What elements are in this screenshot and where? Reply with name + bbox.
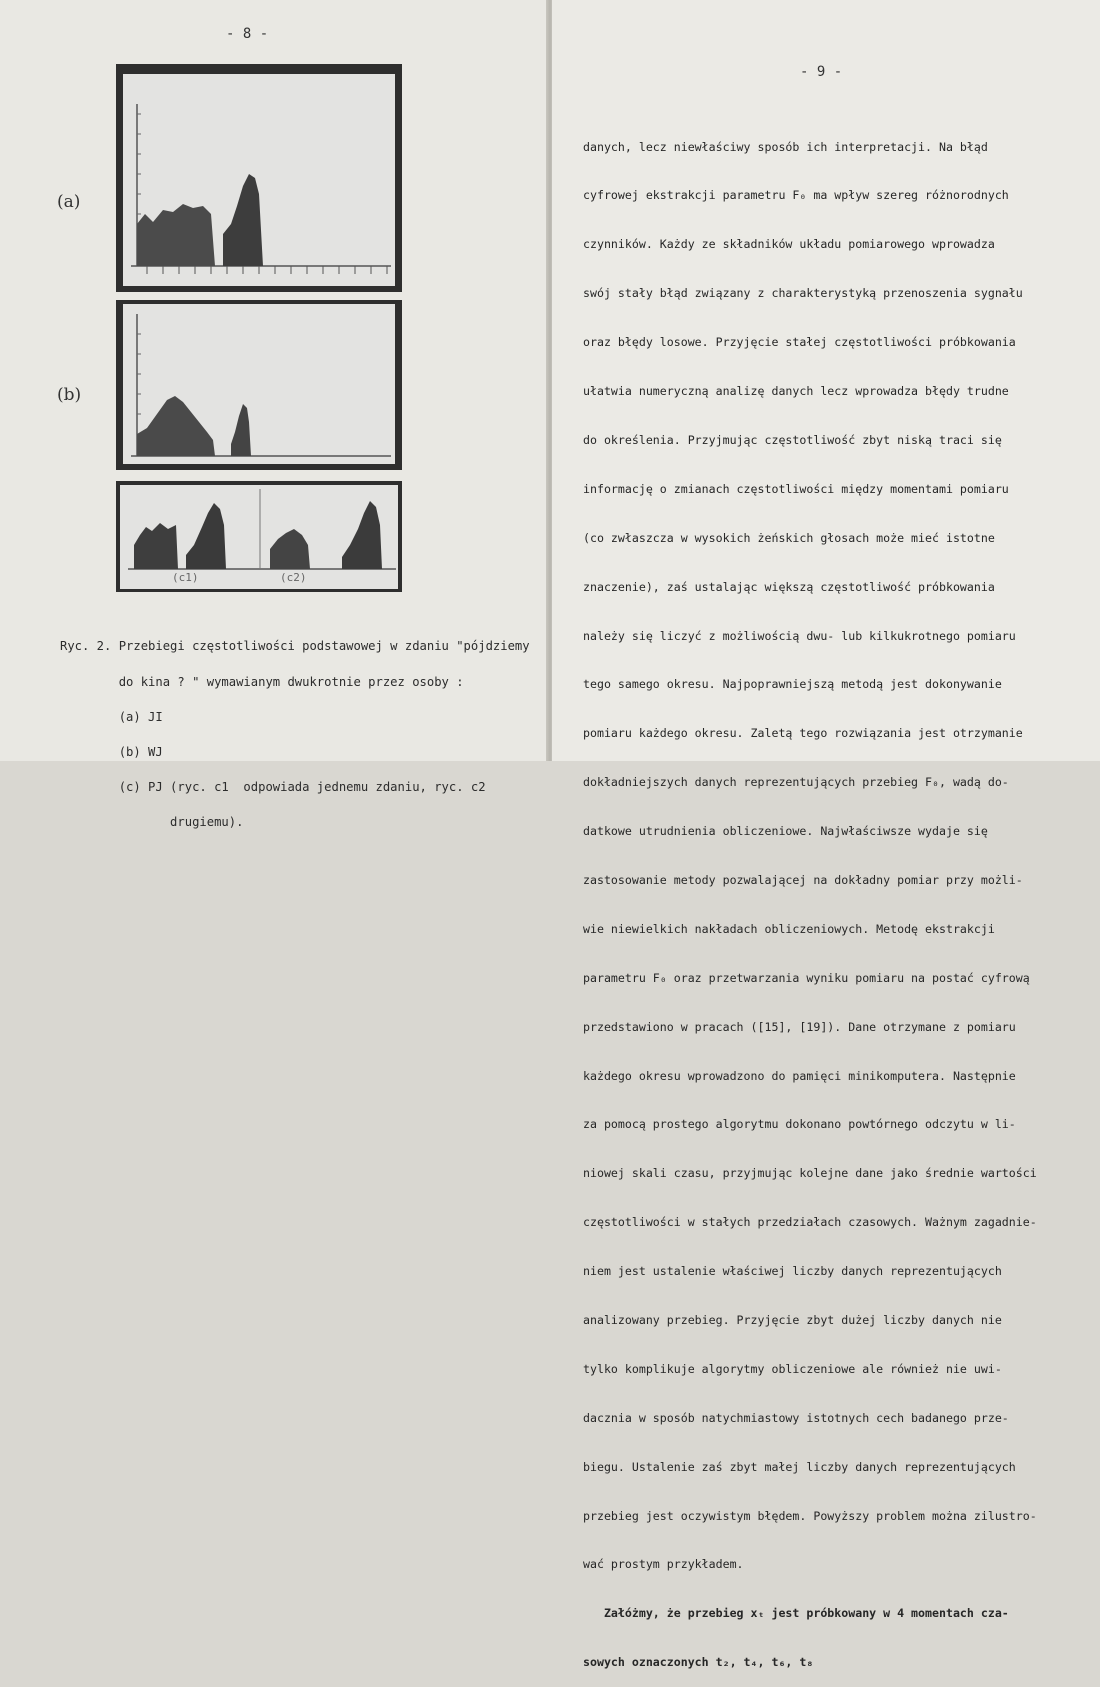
body-line: do określenia. Przyjmując częstotliwość zbyt niską traci się xyxy=(583,432,1002,447)
body-line: swój stały błąd związany z charakterystyką przenoszenia sygnału xyxy=(583,286,1023,301)
body-line: datkowe utrudnienia obliczeniowe. Najwłaściwsze wydaje się xyxy=(583,824,988,839)
body-line: znaczenie), zaś ustalając większą częstotliwość próbkowania xyxy=(583,579,995,594)
body-text xyxy=(583,106,1043,1687)
body-line: informację o zmianach częstotliwości między momentami pomiaru xyxy=(583,481,1009,496)
scope-screen xyxy=(120,485,398,589)
caption-line: drugiemu). xyxy=(60,814,244,829)
body-line: dokładniejszych danych reprezentujących przebieg F₀, wadą do- xyxy=(583,775,1009,790)
f0-plot-a xyxy=(123,74,395,286)
body-line: przedstawiono w pracach ([15], [19]). Dane otrzymane z pomiaru xyxy=(583,1019,1016,1034)
body-line: dacznia w sposób natychmiastowy istotnych cech badanego prze- xyxy=(583,1410,1009,1425)
figure-panel-b xyxy=(116,300,402,470)
body-line: wie niewielkich nakładach obliczeniowych. Metodę ekstrakcji xyxy=(583,921,995,936)
panel-label-a: (a) xyxy=(57,192,81,212)
body-line: zastosowanie metody pozwalającej na dokładny pomiar przy możli- xyxy=(583,872,1023,887)
figure-panel-a xyxy=(116,64,402,292)
body-line: biegu. Ustalenie zaś zbyt małej liczby danych reprezentujących xyxy=(583,1459,1016,1474)
body-line: (co zwłaszcza w wysokich żeńskich głosach może mieć istotne xyxy=(583,530,995,545)
body-line: niowej skali czasu, przyjmując kolejne dane jako średnie wartości xyxy=(583,1166,1037,1181)
f0-plot-b xyxy=(123,304,395,464)
sub-label-c1: (c1) xyxy=(172,571,199,584)
body-line: sowych oznaczonych t₂, t₄, t₆, t₈ xyxy=(583,1655,814,1670)
caption-line: do kina ? " wymawianym dwukrotnie przez osoby : xyxy=(60,674,464,689)
body-line: za pomocą prostego algorytmu dokonano powtórnego odczytu w li- xyxy=(583,1117,1016,1132)
body-line: przebieg jest oczywistym błędem. Powyższy problem można zilustro- xyxy=(583,1508,1037,1523)
body-line: oraz błędy losowe. Przyjęcie stałej częstotliwości próbkowania xyxy=(583,335,1016,350)
body-line: tylko komplikuje algorytmy obliczeniowe ale również nie uwi- xyxy=(583,1361,1002,1376)
body-line: należy się liczyć z możliwością dwu- lub kilkukrotnego pomiaru xyxy=(583,628,1016,643)
caption-line: (b) WJ xyxy=(60,744,163,759)
body-line: niem jest ustalenie właściwej liczby danych reprezentujących xyxy=(583,1264,1002,1279)
body-line: każdego okresu wprowadzono do pamięci minikomputera. Następnie xyxy=(583,1068,1016,1083)
scope-screen xyxy=(123,304,395,464)
body-line: analizowany przebieg. Przyjęcie zbyt dużej liczby danych nie xyxy=(583,1312,1002,1327)
sub-label-c2: (c2) xyxy=(280,571,307,584)
body-line: czynników. Każdy ze składników układu pomiarowego wprowadza xyxy=(583,237,995,252)
page-number: - 8 - xyxy=(226,26,269,42)
caption-line: (c) PJ (ryc. c1 odpowiada jednemu zdaniu, ryc. c2 xyxy=(60,779,486,794)
body-line: Załóżmy, że przebieg xₜ jest próbkowany w 4 momentach cza- xyxy=(583,1606,1009,1621)
body-line: pomiaru każdego okresu. Zaletą tego rozwiązania jest otrzymanie xyxy=(583,726,1023,741)
panel-label-b: (b) xyxy=(57,385,82,405)
figure-caption xyxy=(60,618,530,852)
body-line: wać prostym przykładem. xyxy=(583,1557,744,1572)
body-line: tego samego okresu. Najpoprawniejszą metodą jest dokonywanie xyxy=(583,677,1002,692)
caption-line: Ryc. 2. Przebiegi częstotliwości podstawowej w zdaniu "pójdziemy xyxy=(60,639,530,654)
body-line: częstotliwości w stałych przedziałach czasowych. Ważnym zagadnie- xyxy=(583,1215,1037,1230)
body-line: ułatwia numeryczną analizę danych lecz wprowadza błędy trudne xyxy=(583,384,1009,399)
left-page xyxy=(0,0,548,829)
body-line: cyfrowej ekstrakcji parametru F₀ ma wpływ szereg różnorodnych xyxy=(583,188,1009,203)
page-number: - 9 - xyxy=(800,64,843,80)
body-line: parametru F₀ oraz przetwarzania wyniku pomiaru na postać cyfrową xyxy=(583,970,1030,985)
body-line: danych, lecz niewłaściwy sposób ich interpretacji. Na błąd xyxy=(583,139,988,154)
f0-plot-c xyxy=(120,485,398,589)
figure-panel-c xyxy=(116,481,402,592)
scope-screen xyxy=(123,74,395,286)
caption-line: (a) JI xyxy=(60,709,163,724)
